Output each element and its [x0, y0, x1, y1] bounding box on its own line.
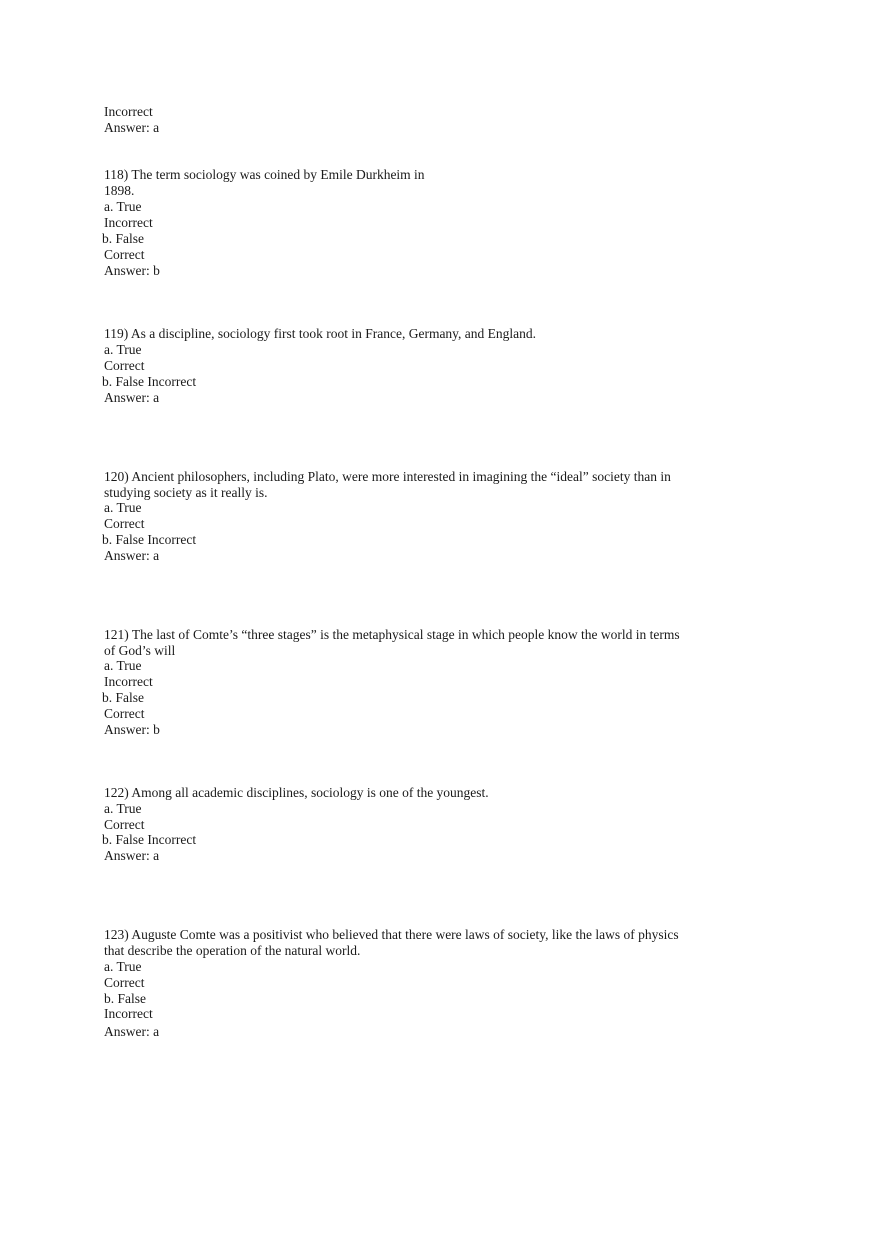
option-b: b. False Incorrect — [102, 532, 197, 547]
feedback-a: Incorrect — [104, 674, 153, 689]
feedback-a: Correct — [104, 516, 145, 531]
question-text: 119) As a discipline, sociology first took root in France, Germany, and England. — [104, 326, 537, 341]
question-text: studying society as it really is. — [104, 485, 268, 500]
feedback-b: Correct — [104, 706, 145, 721]
option-b: b. False — [102, 690, 144, 705]
answer: Answer: a — [104, 848, 160, 863]
option-b: b. False — [102, 231, 144, 246]
option-a: a. True — [104, 801, 142, 816]
option-a: a. True — [104, 199, 142, 214]
answer: Answer: b — [104, 722, 160, 737]
question-text: 1898. — [104, 183, 135, 198]
feedback-a: Incorrect — [104, 215, 153, 230]
question-text: 122) Among all academic disciplines, sociology is one of the youngest. — [104, 785, 489, 800]
option-a: a. True — [104, 342, 142, 357]
option-b: b. False Incorrect — [102, 374, 197, 389]
question-text: 123) Auguste Comte was a positivist who believed that there were laws of society, like the laws of physics — [104, 927, 679, 942]
feedback-b: Incorrect — [104, 1006, 153, 1021]
question-text: 121) The last of Comte’s “three stages” is the metaphysical stage in which people know the world in terms — [104, 627, 680, 642]
top-status: Incorrect — [104, 104, 153, 119]
option-a: a. True — [104, 500, 142, 515]
answer: Answer: a — [104, 390, 160, 405]
question-text: of God’s will — [104, 643, 176, 658]
option-b: b. False Incorrect — [102, 832, 197, 847]
question-text: 120) Ancient philosophers, including Plato, were more interested in imagining the “ideal” society than in — [104, 469, 671, 484]
question-text: that describe the operation of the natural world. — [104, 943, 361, 958]
answer: Answer: b — [104, 263, 160, 278]
feedback-a: Correct — [104, 975, 145, 990]
top-answer: Answer: a — [104, 120, 160, 135]
option-b: b. False — [104, 991, 146, 1006]
feedback-b: Correct — [104, 247, 145, 262]
option-a: a. True — [104, 658, 142, 673]
answer: Answer: a — [104, 548, 160, 563]
answer: Answer: a — [104, 1024, 160, 1039]
feedback-a: Correct — [104, 358, 145, 373]
question-text: 118) The term sociology was coined by Emile Durkheim in — [104, 167, 425, 182]
option-a: a. True — [104, 959, 142, 974]
feedback-a: Correct — [104, 817, 145, 832]
